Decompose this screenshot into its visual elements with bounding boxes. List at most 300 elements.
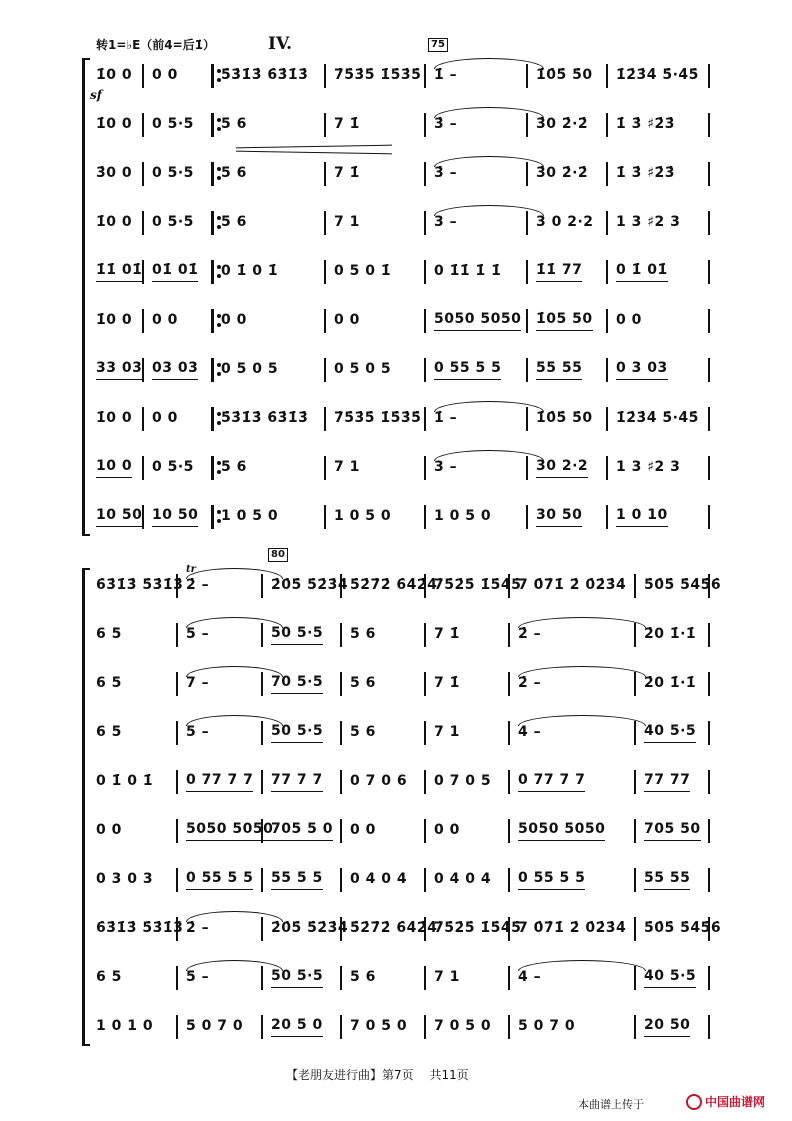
system1-measure-6 <box>536 154 604 194</box>
system1-measure-notes: 1̇1̇ 77 <box>536 262 582 282</box>
system2-barline <box>340 819 342 843</box>
system1-measure-6 <box>536 105 604 145</box>
upload-note: 本曲谱上传于 <box>578 1098 644 1111</box>
system1-barline <box>606 358 608 382</box>
system1-measure-4 <box>334 399 422 439</box>
system1-barline <box>142 64 144 88</box>
system1-staff-row-7 <box>0 350 792 390</box>
system2-measure-notes: 2̇0 1̇·1̇ <box>644 674 697 691</box>
system1-barline <box>708 358 710 382</box>
system2-barline <box>261 1015 263 1039</box>
system1-measure-3 <box>221 301 322 341</box>
system1-measure-5 <box>434 301 524 341</box>
system1-measure-7 <box>616 154 706 194</box>
system1-measure-notes: 7 1 <box>334 213 360 230</box>
system2-barline <box>176 966 178 990</box>
system1-barline <box>424 211 426 235</box>
system2-measure-notes: 50 5·5 <box>271 723 323 743</box>
system1-measure-notes: 1̇0̇5̇ 5̇0 <box>536 66 593 83</box>
system1-measure-4 <box>334 497 422 537</box>
system2-measure-6 <box>518 1007 632 1047</box>
system2-measure-3 <box>271 958 338 998</box>
system1-barline <box>606 309 608 333</box>
system2-measure-7 <box>644 615 706 655</box>
system1-measure-notes: 5 6 <box>221 115 247 132</box>
system1-barline <box>526 505 528 529</box>
site-logo-icon <box>686 1094 702 1110</box>
system2-barline <box>340 623 342 647</box>
system1-barline <box>424 260 426 284</box>
system1-measure-3 <box>221 154 322 194</box>
system1-measure-6 <box>536 448 604 488</box>
system1-measure-4 <box>334 350 422 390</box>
system1-barline <box>424 162 426 186</box>
system2-staff-row-2 <box>0 615 792 655</box>
system1-barline <box>606 260 608 284</box>
system1-barline <box>424 456 426 480</box>
system2-staff-row-9 <box>0 958 792 998</box>
system1-measure-2 <box>152 105 209 145</box>
system2-measure-notes: 5̇0̇5̇ 5̇4̇5̇6̇ <box>644 576 722 593</box>
system1-measure-notes: 10 50 <box>152 507 198 527</box>
system1-barline <box>708 162 710 186</box>
system2-barline <box>424 770 426 794</box>
system1-barline <box>708 260 710 284</box>
system1-measure-notes: 1 0 5 0 <box>434 507 492 524</box>
system1-measure-notes: 1̇2̇3̇4̇ 5̇·4̇5̇ <box>616 409 699 426</box>
system2-measure-notes: 5 – <box>186 625 210 642</box>
system1-measure-notes: 0 5 0 1̇ <box>334 262 392 279</box>
section-mark: IV. <box>268 34 293 54</box>
system2-measure-notes: 7 0̇7̇1̇ 2̇ 0̇2̇3̇4̇ <box>518 919 627 936</box>
system1-measure-5 <box>434 497 524 537</box>
system2-measure-5 <box>434 762 506 802</box>
system2-barline <box>634 868 636 892</box>
system2-barline <box>424 868 426 892</box>
system2-measure-6 <box>518 811 632 851</box>
system1-measure-notes: 0 5·5 <box>152 115 194 132</box>
system2-barline <box>634 917 636 941</box>
system2-measure-notes: 7 0 5 0 <box>350 1017 408 1034</box>
system1-barline <box>142 211 144 235</box>
system2-measure-1 <box>96 1007 174 1047</box>
system1-staff-row-8 <box>0 399 792 439</box>
system1-measure-notes: 0 0 <box>152 311 178 328</box>
key-change-marking: 转1=♭E（前4=后1̇） <box>96 38 216 52</box>
system1-barline <box>708 113 710 137</box>
system2-barline <box>176 623 178 647</box>
system1-barline <box>606 505 608 529</box>
system2-measure-notes: 0 7 0 6 <box>350 772 408 789</box>
system2-measure-notes: 6 5 <box>96 674 122 691</box>
system1-measure-7 <box>616 399 706 439</box>
system1-measure-1 <box>96 154 140 194</box>
system1-measure-4 <box>334 301 422 341</box>
system2-barline <box>176 721 178 745</box>
system2-measure-notes: 5050 5050 <box>518 821 605 841</box>
system1-barline <box>324 309 326 333</box>
system1-barline <box>708 211 710 235</box>
system1-barline <box>142 456 144 480</box>
system1-barline <box>606 113 608 137</box>
system1-measure-2 <box>152 399 209 439</box>
system1-measure-1 <box>96 448 140 488</box>
system2-measure-notes: 5 – <box>186 723 210 740</box>
system2-measure-3 <box>271 713 338 753</box>
system2-measure-notes: 4 – <box>518 723 542 740</box>
system1-measure-notes: 1̇0 0 <box>96 213 133 230</box>
system2-barline <box>176 868 178 892</box>
system1-barline <box>324 211 326 235</box>
crescendo-hairpin-upper <box>236 145 392 149</box>
system2-measure-7 <box>644 1007 706 1047</box>
system2-measure-notes: 1 0 1 0 <box>96 1017 154 1034</box>
system1-barline <box>708 64 710 88</box>
system1-measure-notes: 7 1̇ <box>334 164 360 181</box>
system1-measure-notes: 0 5·5 <box>152 164 194 181</box>
system1-measure-notes: 5̇3̇1̇3̇ 6̇3̇1̇3̇ <box>221 66 309 83</box>
system2-measure-4 <box>350 664 422 704</box>
system2-measure-3 <box>271 762 338 802</box>
system1-measure-notes: 1̇0 0 <box>96 311 133 328</box>
system1-measure-1 <box>96 497 143 537</box>
system2-staff-row-7 <box>0 860 792 900</box>
system2-measure-notes: 55 55 <box>644 870 690 890</box>
system2-barline <box>634 819 636 843</box>
system1-barline <box>211 260 214 284</box>
system2-measure-notes: 705 50 <box>644 821 701 841</box>
system2-barline <box>708 966 710 990</box>
system1-measure-3 <box>221 497 322 537</box>
system1-measure-7 <box>616 301 706 341</box>
system1-measure-notes: 3 – <box>434 458 458 475</box>
system2-measure-notes: 0 55 5 5 <box>518 870 585 890</box>
system1-barline <box>708 407 710 431</box>
system2-measure-7 <box>644 909 722 949</box>
system2-measure-notes: 0 0 <box>96 821 122 838</box>
system2-measure-4 <box>350 615 422 655</box>
system1-measure-3 <box>221 448 322 488</box>
system1-measure-notes: 1 0 5 0 <box>334 507 392 524</box>
system2-measure-1 <box>96 860 174 900</box>
system2-measure-notes: 0 0 <box>434 821 460 838</box>
system1-measure-4 <box>334 252 422 292</box>
system2-measure-notes: 5̇2̇7̇2̇ 6̇4̇2̇4̇ <box>350 919 438 936</box>
system1-measure-6 <box>536 350 604 390</box>
system2-measure-1 <box>96 713 174 753</box>
system1-measure-1 <box>96 350 143 390</box>
system1-barline <box>142 309 144 333</box>
system1-measure-7 <box>616 252 706 292</box>
system2-measure-notes: 6 5 <box>96 723 122 740</box>
system1-staff-row-3 <box>0 154 792 194</box>
system2-measure-1 <box>96 664 174 704</box>
system2-measure-notes: 0 4 0 4 <box>434 870 492 887</box>
system2-measure-4 <box>350 1007 422 1047</box>
system2-measure-notes: 7̇5̇2̇5̇ 1̇5̇4̇5̇ <box>434 576 522 593</box>
system2-measure-notes: 77 7 7 <box>271 772 323 792</box>
system1-measure-1 <box>96 105 140 145</box>
system1-measure-2 <box>152 203 209 243</box>
system2-measure-1 <box>96 566 184 606</box>
system1-staff-row-10 <box>0 497 792 537</box>
system2-measure-4 <box>350 762 422 802</box>
system2-barline <box>424 1015 426 1039</box>
system2-measure-7 <box>644 958 706 998</box>
system1-barline <box>424 113 426 137</box>
system1-measure-1 <box>96 399 140 439</box>
system1-measure-4 <box>334 154 422 194</box>
system1-staff-row-9 <box>0 448 792 488</box>
system1-measure-notes: 3 0 2·2 <box>536 213 594 230</box>
site-logo <box>686 1093 765 1110</box>
system1-measure-7 <box>616 56 706 96</box>
system2-measure-6 <box>518 909 632 949</box>
system1-staff-row-4 <box>0 203 792 243</box>
system2-staff-row-1 <box>0 566 792 606</box>
system1-measure-notes: 1 0 10 <box>616 507 668 527</box>
system1-measure-notes: 7 1̇ <box>334 115 360 132</box>
system1-measure-notes: 7̇5̇3̇5̇ 1̇5̇3̇5̇ <box>334 66 422 83</box>
system1-measure-notes: 0 0 <box>616 311 642 328</box>
system2-measure-notes: 2̇ – <box>518 625 542 642</box>
trill-mark: tr <box>186 564 196 575</box>
system1-measure-notes: 1̇0 0 <box>96 66 133 83</box>
system2-staff-row-5 <box>0 762 792 802</box>
system2-barline <box>340 1015 342 1039</box>
system1-measure-notes: 10 0 <box>96 458 132 478</box>
system1-measure-notes: 3 – <box>434 213 458 230</box>
system1-barline <box>211 113 214 137</box>
system2-barline <box>508 1015 510 1039</box>
system2-barline <box>424 623 426 647</box>
system1-measure-6 <box>536 56 604 96</box>
system2-measure-notes: 0 1̇ 0 1̇ <box>96 772 154 789</box>
system1-measure-notes: 0 1̇ 0 1̇ <box>221 262 279 279</box>
system1-measure-notes: 5̇3̇1̇3̇ 6̇3̇1̇3̇ <box>221 409 309 426</box>
system1-measure-6 <box>536 497 604 537</box>
system2-measure-5 <box>434 958 506 998</box>
system2-measure-notes: 5 6 <box>350 674 376 691</box>
system2-barline <box>708 770 710 794</box>
system1-staff-row-1 <box>0 56 792 96</box>
system1-measure-notes: 1 3 ♯2 3 <box>616 213 681 230</box>
system1-measure-1 <box>96 203 140 243</box>
system2-measure-3 <box>271 860 338 900</box>
system2-barline <box>176 1015 178 1039</box>
system2-measure-notes: 7 0 5 0 <box>434 1017 492 1034</box>
system1-barline <box>324 456 326 480</box>
system2-measure-3 <box>271 1007 338 1047</box>
system2-staff-row-8 <box>0 909 792 949</box>
system2-measure-6 <box>518 762 632 802</box>
system2-measure-notes: 0 3 0 3 <box>96 870 154 887</box>
system2-measure-notes: 2̇0 1̇·1̇ <box>644 625 697 642</box>
rehearsal-mark-75: 75 <box>428 38 448 52</box>
system1-barline <box>526 309 528 333</box>
system2-measure-notes: 50 5·5 <box>271 625 323 645</box>
system1-measure-4 <box>334 105 422 145</box>
system1-measure-4 <box>334 448 422 488</box>
system2-barline <box>176 672 178 696</box>
system1-measure-notes: 0 5·5 <box>152 458 194 475</box>
system2-measure-6 <box>518 860 632 900</box>
system2-staff-row-3 <box>0 664 792 704</box>
system1-measure-notes: 0 0 <box>221 311 247 328</box>
system2-barline <box>634 574 636 598</box>
system2-measure-3 <box>271 615 338 655</box>
system2-measure-6 <box>518 566 632 606</box>
system1-barline <box>211 309 214 333</box>
system1-measure-notes: 30 50 <box>536 507 582 527</box>
system1-measure-notes: 10 50 <box>96 507 142 527</box>
system2-measure-notes: 2̇ – <box>186 919 210 936</box>
system1-measure-notes: 55 55 <box>536 360 582 380</box>
system2-barline <box>708 819 710 843</box>
system2-measure-4 <box>350 909 438 949</box>
site-logo-text: 中国曲谱网 <box>705 1095 766 1109</box>
system2-measure-3 <box>271 664 338 704</box>
system1-measure-notes: 1 3 ♯2 3 <box>616 458 681 475</box>
system1-measure-4 <box>334 56 422 96</box>
system1-measure-2 <box>152 301 209 341</box>
system2-measure-notes: 7 – <box>186 674 210 691</box>
system2-measure-2 <box>186 1007 259 1047</box>
system2-barline <box>424 721 426 745</box>
system2-measure-notes: 5 0 7 0 <box>518 1017 576 1034</box>
system1-measure-6 <box>536 203 604 243</box>
system2-measure-notes: 7 1 <box>434 968 460 985</box>
system2-barline <box>176 819 178 843</box>
system1-measure-notes: 3̇0 2̇·2̇ <box>536 115 589 132</box>
system1-measure-3 <box>221 105 322 145</box>
system2-measure-notes: 2̇ – <box>518 674 542 691</box>
system2-measure-5 <box>434 713 506 753</box>
system1-measure-notes: 1̇0 0 <box>96 409 133 426</box>
system2-measure-2 <box>186 811 274 851</box>
system1-measure-2 <box>152 350 209 390</box>
system1-measure-notes: 5 6 <box>221 164 247 181</box>
system2-barline <box>340 966 342 990</box>
system1-measure-notes: 0 1̇ 01̇ <box>616 262 668 282</box>
system1-measure-7 <box>616 203 706 243</box>
system2-measure-notes: 0 77 7 7 <box>518 772 585 792</box>
system1-measure-notes: 0 0 <box>152 409 178 426</box>
system2-barline <box>424 672 426 696</box>
system1-barline <box>424 358 426 382</box>
system1-barline <box>606 162 608 186</box>
system2-barline <box>508 819 510 843</box>
system1-measure-notes: 0 5 0 5 <box>221 360 279 377</box>
system1-barline <box>424 64 426 88</box>
system2-measure-5 <box>434 811 506 851</box>
system1-measure-5 <box>434 350 524 390</box>
system1-barline <box>142 407 144 431</box>
system1-measure-notes: 0 1̇1̇ 1̇ 1̇ <box>434 262 502 279</box>
system2-measure-5 <box>434 909 522 949</box>
system1-measure-1 <box>96 252 143 292</box>
system1-measure-notes: 0 5·5 <box>152 213 194 230</box>
system1-barline <box>324 162 326 186</box>
system1-measure-notes: 3̇ – <box>434 115 458 132</box>
system1-measure-notes: 0 3 03 <box>616 360 668 380</box>
system2-measure-notes: 7 1̇ <box>434 674 460 691</box>
system1-measure-2 <box>152 497 209 537</box>
system2-measure-notes: 50 5·5 <box>271 968 323 988</box>
system1-measure-notes: 1̇ – <box>434 409 458 426</box>
system1-measure-2 <box>152 448 209 488</box>
system1-barline <box>606 407 608 431</box>
system2-barline <box>424 966 426 990</box>
system1-measure-2 <box>152 56 209 96</box>
system1-measure-notes: 1̇2̇3̇4̇ 5̇·4̇5̇ <box>616 66 699 83</box>
system2-measure-1 <box>96 811 174 851</box>
system2-measure-7 <box>644 566 722 606</box>
system1-barline <box>606 456 608 480</box>
system1-measure-notes: 1̇ 3̇ ♯2̇3̇ <box>616 115 675 132</box>
system2-staff-row-10 <box>0 1007 792 1047</box>
system2-barline <box>708 623 710 647</box>
system1-measure-notes: 0 0 <box>152 66 178 83</box>
system2-measure-7 <box>644 713 706 753</box>
system1-measure-7 <box>616 497 706 537</box>
system1-barline <box>324 505 326 529</box>
system2-measure-5 <box>434 664 506 704</box>
system2-barline <box>340 770 342 794</box>
system1-measure-3 <box>221 252 322 292</box>
system1-measure-notes: 01̇ 01̇ <box>152 262 198 282</box>
system2-barline <box>340 721 342 745</box>
system1-measure-3 <box>221 203 322 243</box>
system2-measure-7 <box>644 664 706 704</box>
system1-barline <box>142 162 144 186</box>
system2-measure-notes: 2̇ – <box>186 576 210 593</box>
system1-measure-notes: 0 55 5 5 <box>434 360 501 380</box>
system2-measure-notes: 6̇3̇1̇3̇ 5̇3̇1̇3̇ <box>96 576 184 593</box>
system2-staff-row-4 <box>0 713 792 753</box>
system2-measure-notes: 0 7 0 5 <box>434 772 492 789</box>
system1-measure-7 <box>616 448 706 488</box>
system1-barline <box>526 260 528 284</box>
system1-barline <box>211 211 214 235</box>
system1-measure-2 <box>152 154 209 194</box>
system1-measure-notes: 5 6 <box>221 458 247 475</box>
system1-barline <box>324 358 326 382</box>
system2-barline <box>261 868 263 892</box>
system2-measure-1 <box>96 958 174 998</box>
system2-barline <box>340 868 342 892</box>
system1-barline <box>424 505 426 529</box>
page-footer: 【老朋友进行曲】第7页 共11页 <box>286 1068 469 1082</box>
system1-measure-1 <box>96 301 140 341</box>
system1-barline <box>606 64 608 88</box>
system2-barline <box>508 672 510 696</box>
system2-measure-notes: 2̇0̇5̇ 5̇2̇3̇4̇ <box>271 919 349 936</box>
system1-measure-5 <box>434 252 524 292</box>
system1-measure-1 <box>96 56 140 96</box>
system2-barline <box>508 770 510 794</box>
system1-staff-row-2 <box>0 105 792 145</box>
system1-barline <box>324 260 326 284</box>
system2-measure-7 <box>644 811 706 851</box>
system2-barline <box>424 819 426 843</box>
system2-staff-row-6 <box>0 811 792 851</box>
system1-measure-7 <box>616 350 706 390</box>
system2-measure-1 <box>96 762 174 802</box>
system2-measure-notes: 5 6 <box>350 723 376 740</box>
system2-measure-notes: 7 1 <box>434 723 460 740</box>
system2-measure-3 <box>271 811 338 851</box>
